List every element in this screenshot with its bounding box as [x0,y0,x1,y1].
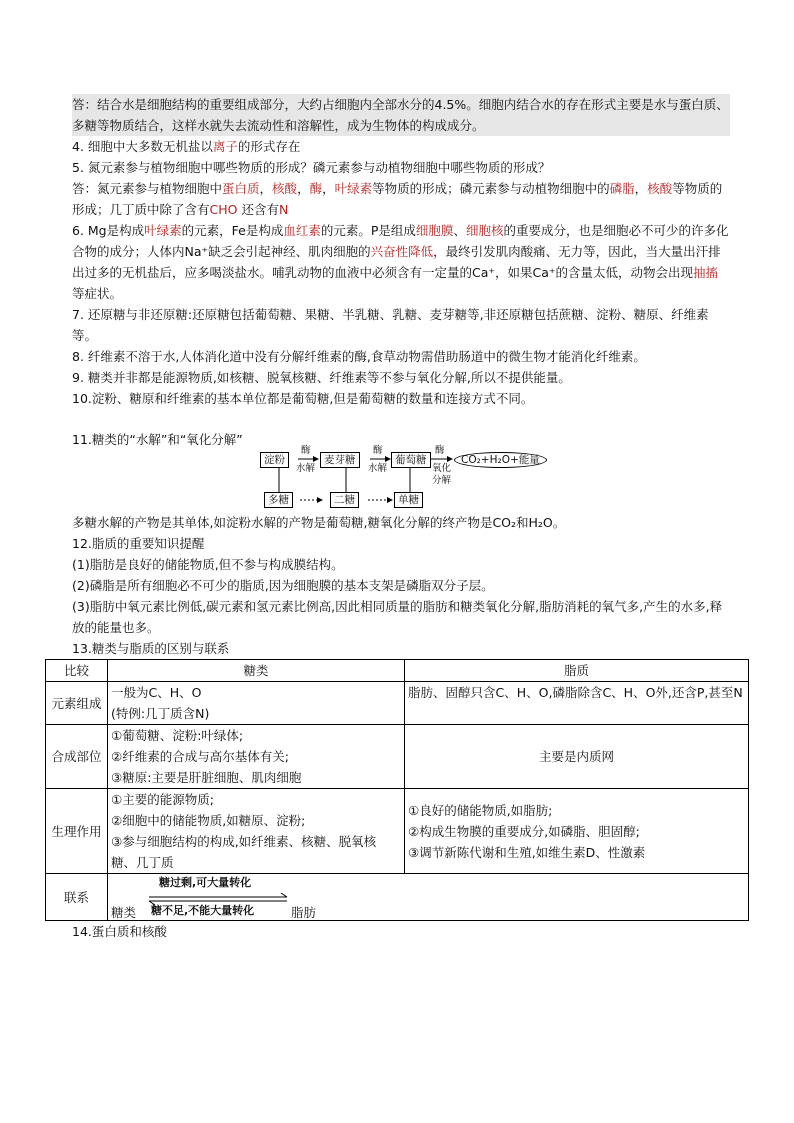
item-11-summary: 多糖水解的产物是其单体,如淀粉水解的产物是葡萄糖,糖氧化分解的终产物是CO₂和H₂O。 [72,515,566,530]
table-row [46,789,749,874]
item-12-point-2: (2)磷脂是所有细胞必不可少的脂质,因为细胞膜的基本支架是磷脂双分子层。 [72,578,494,593]
table-row [46,682,749,725]
conversion-cell [108,874,749,921]
lipid-cell: 主要是内质网 [405,725,749,789]
sugar-conversion-diagram [260,445,730,512]
sugar-cell: ①主要的能源物质; ②细胞中的储能物质,如糖原、淀粉; ③参与细胞结构的构成,如纤维素、核糖、脱氧核糖、几丁质 [108,789,405,874]
item-10: 10.淀粉、糖原和纤维素的基本单位都是葡萄糖,但是葡萄糖的数量和连接方式不同。 [72,391,534,406]
item-12-point-3: (3)脂肪中氧元素比例低,碳元素和氢元素比例高,因此相同质量的脂肪和糖类氧化分解,脂肪消耗的氧气多,产生的水多,释放的能量也多。 [72,599,723,635]
enzyme-label-3: 酶 [435,445,445,456]
maltose-box: 麦芽糖 [320,452,360,468]
starch-box: 淀粉 [260,452,289,468]
glucose-box: 葡萄糖 [391,452,431,468]
header-compare: 比较 [46,660,108,682]
decompose-label: 分解 [432,475,452,486]
item-12-title: 12.脂质的重要知识提醒 [72,536,205,551]
row-label: 元素组成 [46,682,108,725]
item-7: 7. 还原糖与非还原糖:还原糖包括葡萄糖、果糖、半乳糖、乳糖、麦芽糖等,非还原糖包括蔗糖、淀粉、糖原、纤维素等。 [72,307,709,343]
lipid-cell: 脂肪、固醇只含C、H、O,磷脂除含C、H、O外,还含P,甚至N [405,682,749,725]
row-label: 合成部位 [46,725,108,789]
conversion-top-label: 糖过剩,可大量转化 [159,876,252,889]
item-14-title: 14.蛋白质和核酸 [72,924,167,939]
answer-bound-water: 答：结合水是细胞结构的重要组成部分，大约占细胞内全部水分的4.5%。细胞内结合水的存在形式主要是水与蛋白质、多糖等物质结合，这样水就失去流动性和溶解性，成为生物体的构成成分。 [72,94,730,136]
monosaccharide-box: 单糖 [394,492,423,508]
item-12-point-1: (1)脂肪是良好的储能物质,但不参与构成膜结构。 [72,557,344,572]
sugar-lipid-comparison-table [45,659,749,921]
row-label: 生理作用 [46,789,108,874]
header-sugar: 糖类 [108,660,405,682]
item-5-question: 5. 氮元素参与植物细胞中哪些物质的形成？磷元素参与动植物细胞中哪些物质的形成？ [72,160,551,175]
sugar-cell: ①葡萄糖、淀粉:叶绿体; ②纤维素的合成与高尔基体有关; ③糖原:主要是肝脏细胞、肌肉细胞 [108,725,405,789]
item-4: 4. 细胞中大多数无机盐以离子的形式存在 [72,139,301,154]
item-8: 8. 纤维素不溶于水,人体消化道中没有分解纤维素的酶,食草动物需借助肠道中的微生物才能消化纤维素。 [72,349,646,364]
table-header-row [46,660,749,682]
item-13-title: 13.糖类与脂质的区别与联系 [72,641,230,656]
conversion-diagram [111,874,745,920]
conversion-bottom-label: 糖不足,不能大量转化 [151,904,255,917]
sugar-cell: 一般为C、H、O (特例:几丁质含N) [108,682,405,725]
hydrolysis-label-2: 水解 [368,463,388,474]
row-label: 联系 [46,874,108,921]
polysaccharide-box: 多糖 [264,492,293,508]
oxidation-label: 氧化 [432,463,452,474]
item-11-title: 11.糖类的“水解”和“氧化分解” [72,432,243,447]
item-5-answer: 答：氮元素参与植物细胞中蛋白质，核酸，酶，叶绿素等物质的形成；磷元素参与动植物细胞中的磷脂，核酸等物质的形成；几丁质中除了含有CHO 还含有N [72,181,723,217]
item-9: 9. 糖类并非都是能源物质,如核糖、脱氧核糖、纤维素等不参与氧化分解,所以不提供能量。 [72,370,571,385]
conversion-fat: 脂肪 [291,905,317,920]
disaccharide-box: 二糖 [330,492,359,508]
conversion-sugar: 糖类 [111,905,137,920]
table-row [46,874,749,921]
enzyme-label-2: 酶 [373,445,383,456]
enzyme-label-1: 酶 [301,445,311,456]
document-body [51,94,743,942]
item-6: 6. Mg是构成叶绿素的元素，Fe是构成血红素的元素。P是组成细胞膜、细胞核的重要成分，也是细胞必不可少的许多化合物的成分；人体内Na⁺缺乏会引起神经、肌肉细胞的兴奋性降低，最终引发肌肉酸痛、无力等，因此，当大量出汗排出过多的无机盐后，应多喝淡盐水。哺乳动物的血液中必须含有一定量的Ca⁺，如果Ca⁺的含量太低，动物会出现抽搐等症状。 [72,223,729,301]
products-ellipse: CO₂+H₂O+能量 [454,452,547,468]
lipid-cell: ①良好的储能物质,如脂肪; ②构成生物膜的重要成分,如磷脂、胆固醇; ③调节新陈代谢和生殖,如维生素D、性激素 [405,789,749,874]
table-row [46,725,749,789]
hydrolysis-label-1: 水解 [296,463,316,474]
header-lipid: 脂质 [405,660,749,682]
